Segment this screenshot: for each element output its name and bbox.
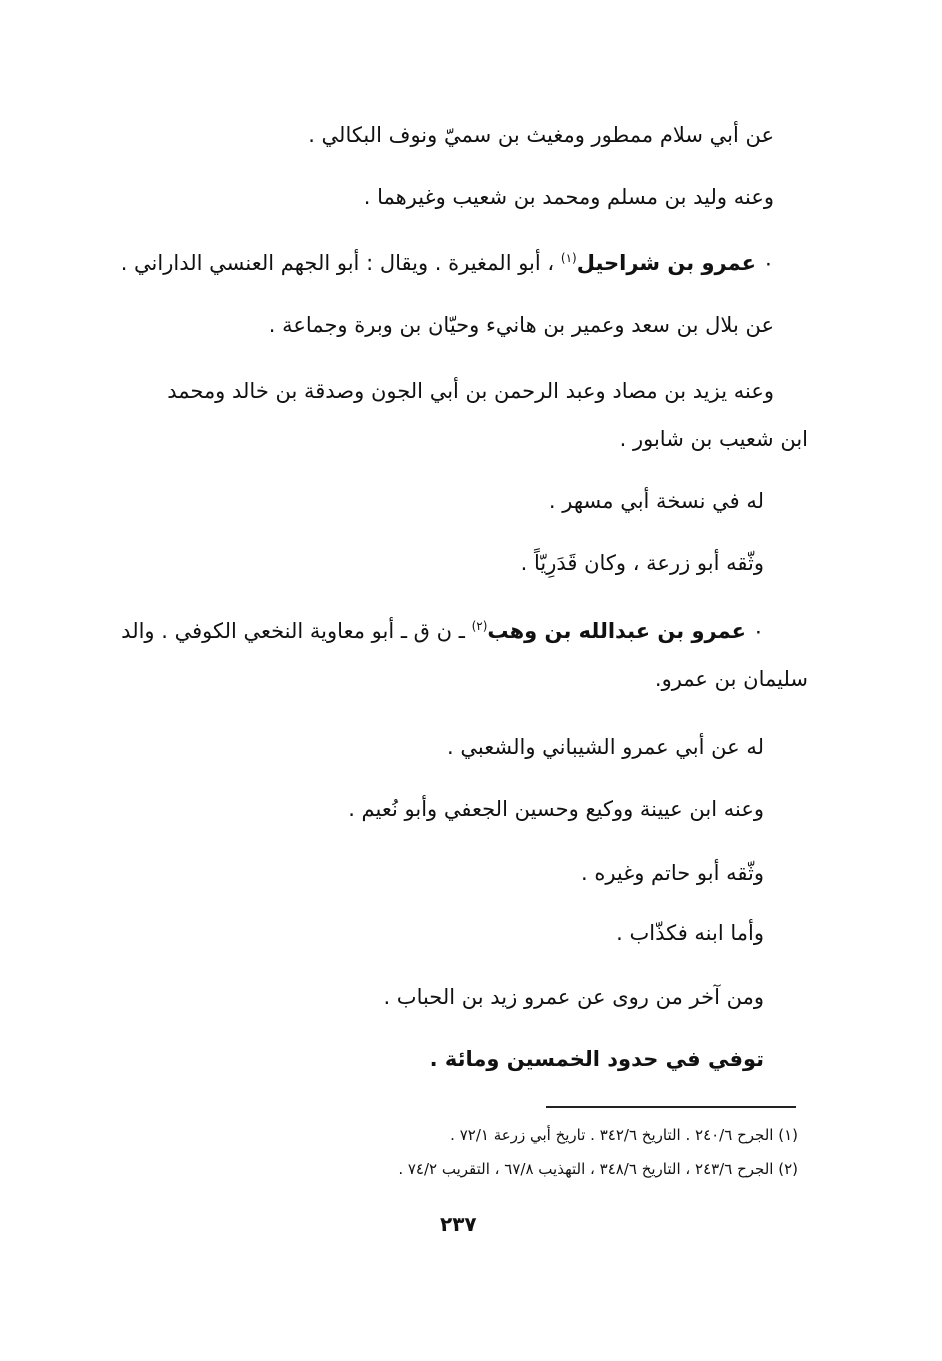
text-line-6: ابن شعيب بن شابور . <box>619 427 808 451</box>
text-line-13: وثّقه أبو حاتم وغيره . <box>580 861 764 885</box>
text-line-5: وعنه يزيد بن مصاد وعبد الرحمن بن أبي الجون وصدقة بن خالد ومحمد <box>167 379 774 403</box>
entry-rest: ـ ن ق ـ أبو معاوية النخعي الكوفي . والد <box>121 619 465 643</box>
text-line-14: وأما ابنه فكذّاب . <box>616 921 764 945</box>
footnote-mark: (١) <box>560 251 577 265</box>
page-number: ٢٣٧ <box>440 1212 477 1236</box>
entry-name: عمرو بن عبدالله بن وهب <box>487 619 747 643</box>
text-line-12: وعنه ابن عيينة ووكيع وحسين الجعفي وأبو نُعيم . <box>348 797 764 821</box>
text-line-10: سليمان بن عمرو. <box>654 667 808 691</box>
footnote-separator <box>546 1106 796 1108</box>
text-line-2: وعنه وليد بن مسلم ومحمد بن شعيب وغيرهما . <box>363 185 774 209</box>
text-line-8: وثّقه أبو زرعة ، وكان قَدَرِيّاً . <box>520 551 764 575</box>
entry-rest: ، أبو المغيرة . ويقال : أبو الجهم العنسي الداراني . <box>120 251 555 275</box>
text-line-4: عن بلال بن سعد وعمير بن هانيء وحيّان بن وبرة وجماعة . <box>268 313 774 337</box>
entry-bullet: ۰ <box>762 251 774 275</box>
footnote-1: (١) الجرح ٢٤٠/٦ . التاريخ ٣٤٢/٦ . تاريخ أبي زرعة ٧٢/١ . <box>450 1126 798 1144</box>
entry-heading-amr-ibn-abdallah <box>121 616 764 646</box>
text-line-16: توفي في حدود الخمسين ومائة . <box>429 1047 764 1071</box>
footnote-mark: (٢) <box>471 619 488 633</box>
entry-bullet: ۰ <box>752 619 764 643</box>
entry-name: عمرو بن شراحيل <box>576 251 757 275</box>
text-line-7: له في نسخة أبي مسهر . <box>548 489 764 513</box>
text-line-1: عن أبي سلام ممطور ومغيث بن سميّ ونوف البكالي . <box>308 123 774 147</box>
text-line-15: ومن آخر من روى عن عمرو زيد بن الحباب . <box>383 985 764 1009</box>
footnote-2: (٢) الجرح ٢٤٣/٦ ، التاريخ ٣٤٨/٦ ، التهذيب ٦٧/٨ ، التقريب ٧٤/٢ . <box>398 1160 798 1178</box>
text-line-11: له عن أبي عمرو الشيباني والشعبي . <box>447 735 764 759</box>
entry-heading-amr-ibn-shurahbil <box>121 248 774 278</box>
